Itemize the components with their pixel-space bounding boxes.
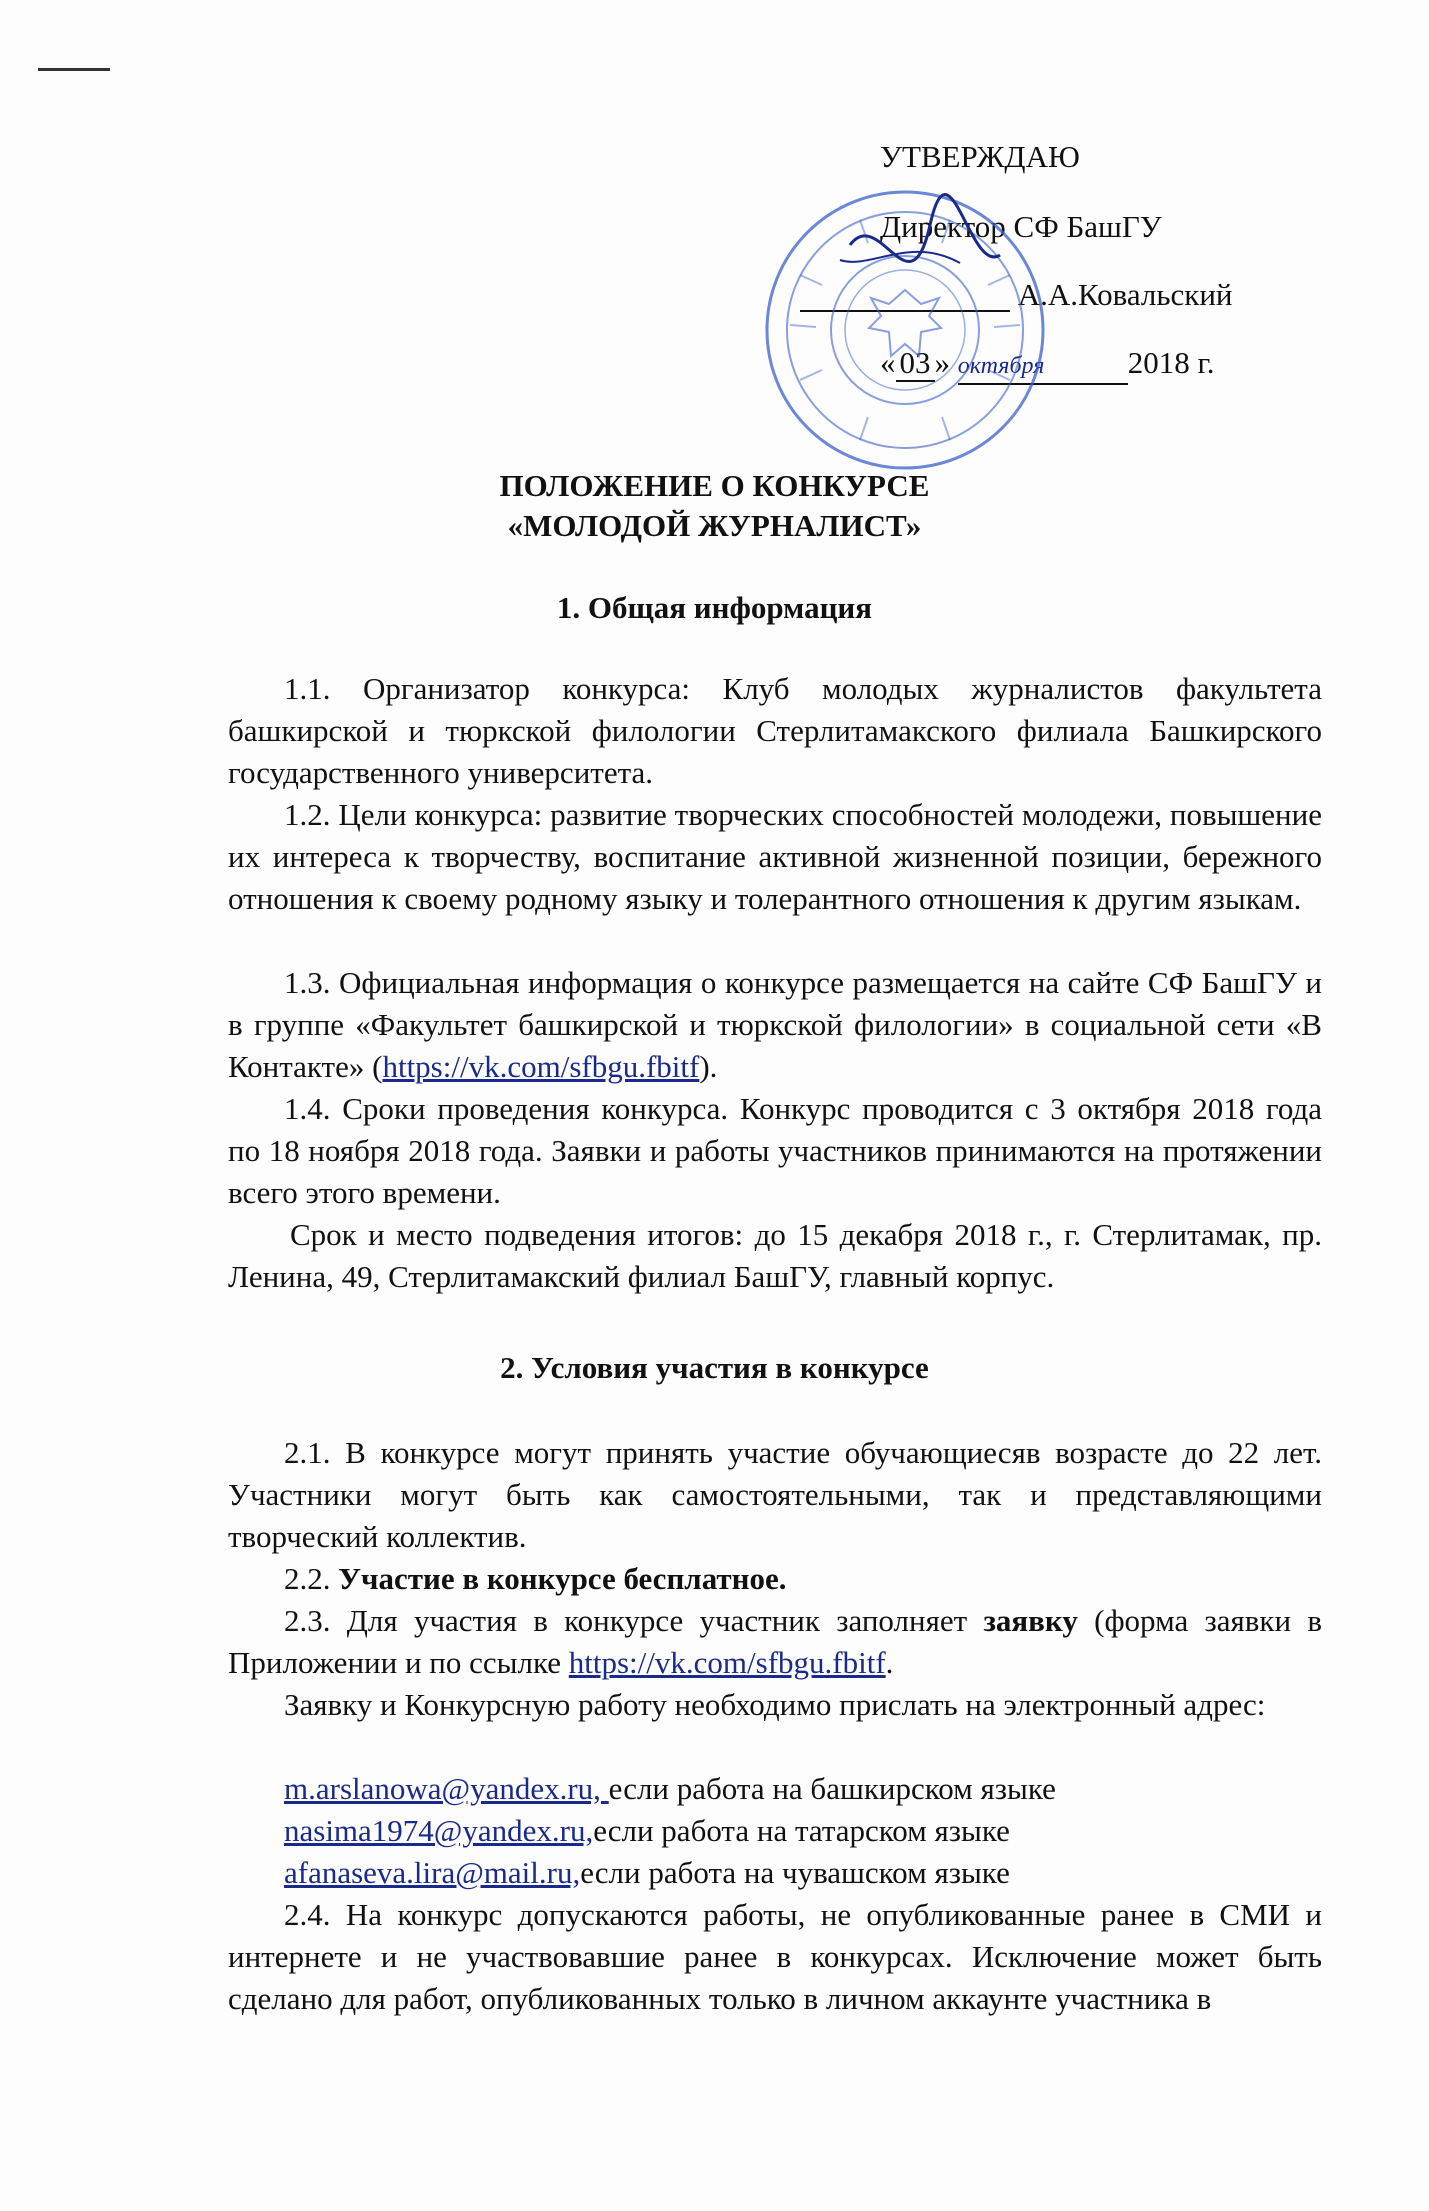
date-year: 2018 г. <box>1127 345 1215 380</box>
vk-link[interactable]: https://vk.com/sfbgu.fbitf <box>382 1049 700 1084</box>
approve-label: УТВЕРЖДАЮ <box>880 139 1080 174</box>
official-stamp <box>760 185 1050 475</box>
paragraph-1-3: 1.3. Официальная информация о конкурсе размещается на сайте СФ БашГУ и в группе «Факультет башкирской и тюркской филологии» в социальной сети «В Контакте» (https://vk.com/sfbgu.fbitf). <box>228 965 1322 1084</box>
date-day: 03 <box>896 346 935 382</box>
email-chuvash[interactable]: afanaseva.lira@mail.ru, <box>284 1855 581 1890</box>
email-line-bashkir: m.arslanowa@yandex.ru, если работа на башкирском языке <box>284 1771 1056 1806</box>
email-bashkir[interactable]: m.arslanowa@yandex.ru, <box>284 1771 609 1806</box>
section2-heading: 2. Условия участия в конкурсе <box>500 1350 929 1385</box>
document-title-line2: «МОЛОДОЙ ЖУРНАЛИСТ» <box>507 508 922 543</box>
paragraph-1-2: 1.2. Цели конкурса: развитие творческих способностей молодежи, повышение их интереса к творчеству, воспитание активной жизненной позиции, бережного отношения к своему родному языку и толерантного отношения к другим языкам. <box>228 797 1322 916</box>
approver-position: Директор СФ БашГУ <box>880 209 1162 244</box>
paragraph-2-3-submit: Заявку и Конкурсную работу необходимо прислать на электронный адрес: <box>284 1687 1266 1722</box>
approval-date: « 03 » октября 2018 г. <box>880 346 1214 385</box>
email-line-tatar: nasima1974@yandex.ru,если работа на татарском языке <box>284 1813 1010 1848</box>
scan-mark <box>38 68 110 71</box>
paragraph-1-1: 1.1. Организатор конкурса: Клуб молодых журналистов факультета башкирской и тюркской филологии Стерлитамакского филиала Башкирского государственного университета. <box>228 671 1322 790</box>
paragraph-2-4: 2.4. На конкурс допускаются работы, не опубликованные ранее в СМИ и интернете и не участвовавшие ранее в конкурсах. Исключение может быть сделано для работ, опубликованных только в личном аккаунте участника в <box>228 1897 1322 2016</box>
email-line-chuvash: afanaseva.lira@mail.ru,если работа на чувашском языке <box>284 1855 1010 1890</box>
signer-name: А.А.Ковальский <box>1017 277 1233 312</box>
paragraph-2-3: 2.3. Для участия в конкурсе участник заполняет заявку (форма заявки в Приложении и по ссылке https://vk.com/sfbgu.fbitf. <box>228 1603 1323 1680</box>
document-title-line1: ПОЛОЖЕНИЕ О КОНКУРСЕ <box>499 468 930 503</box>
email-tatar[interactable]: nasima1974@yandex.ru, <box>284 1813 594 1848</box>
paragraph-2-1: 2.1. В конкурсе могут принять участие обучающиесяв возрасте до 22 лет. Участники могут быть как самостоятельными, так и представляющими творческий коллектив. <box>228 1435 1322 1554</box>
paragraph-2-2: 2.2. Участие в конкурсе бесплатное. <box>284 1561 787 1596</box>
paragraph-1-5: Срок и место подведения итогов: до 15 декабря 2018 г., г. Стерлитамак, пр. Ленина, 49, Стерлитамакский филиал БашГУ, главный корпус. <box>228 1217 1322 1294</box>
vk-application-link[interactable]: https://vk.com/sfbgu.fbitf <box>568 1645 886 1680</box>
paragraph-1-4: 1.4. Сроки проведения конкурса. Конкурс проводится с 3 октября 2018 года по 18 ноября 2018 года. Заявки и работы участников принимаются на протяжении всего этого времени. <box>228 1091 1322 1210</box>
date-month: октября <box>958 349 1128 385</box>
section1-heading: 1. Общая информация <box>556 590 873 625</box>
free-participation: Участие в конкурсе бесплатное. <box>338 1561 787 1596</box>
